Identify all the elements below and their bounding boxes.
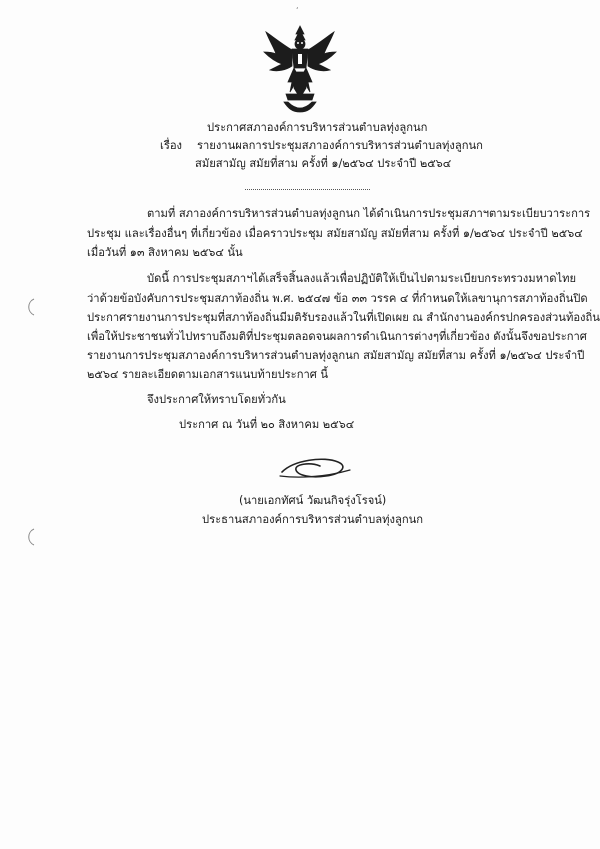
subject-text: รายงานผลการประชุมสภาองค์การบริหารส่วนตำบลทุ่งลูกนก [197,139,483,152]
paragraph-1-line: ประชุม และเรื่องอื่นๆ ที่เกี่ยวข้อง เมื่อคราวประชุม สมัยสามัญ สมัยที่สาม ครั้งที่ ๑/๒๕๖๔ ประจำปี ๒๕๖๔ [87,227,583,240]
binder-hole-mark [24,298,38,316]
handwritten-signature [276,452,356,482]
paragraph-2-line: เพื่อให้ประชาชนทั่วไปทราบถึงมติที่ประชุมตลอดจนผลการดำเนินการต่างๆที่เกี่ยวข้อง ดังนั้นจึงขอประกาศ [87,330,587,343]
paragraph-2-line: รายงานการประชุมสภาองค์การบริหารส่วนตำบลทุ่งลูกนก สมัยสามัญ สมัยที่สาม ครั้งที่ ๑/๒๕๖๔ ประจำปี [87,349,585,362]
subject-label: เรื่อง [160,139,183,152]
paragraph-2-line: บัดนี้ การประชุมสภาฯได้เสร็จสิ้นลงแล้วเพื่อปฏิบัติให้เป็นไปตามระเบียบกระทรวงมหาดไทย [147,272,577,285]
top-mark: ‘ [296,6,299,15]
announcement-title: ประกาศสภาองค์การบริหารส่วนตำบลทุ่งลูกนก [207,121,428,134]
paragraph-2-line: ประกาศรายงานการประชุมที่สภาท้องถิ่นมีมติรับรองแล้วในที่เปิดเผย ณ สำนักงานองค์กรปกครองส่วนท้องถิ่น [87,311,600,324]
paragraph-2-line: ว่าด้วยข้อบังคับการประชุมสภาท้องถิ่น พ.ศ. ๒๕๔๗ ข้อ ๓๓ วรรค ๔ ที่กำหนดให้เลขานุการสภาท้องถิ่นปิด [87,292,588,305]
announce-date: ประกาศ ณ วันที่ ๒๐ สิงหาคม ๒๕๖๔ [179,418,355,431]
session-info: สมัยสามัญ สมัยที่สาม ครั้งที่ ๑/๒๕๖๔ ประจำปี ๒๕๖๔ [195,157,452,170]
paragraph-2-line: ๒๕๖๔ รายละเอียดตามเอกสารแนบท้ายประกาศ นี้ [87,368,329,381]
signatory-position: ประธานสภาองค์การบริหารส่วนตำบลทุ่งลูกนก [202,513,424,526]
paragraph-1-line: ตามที่ สภาองค์การบริหารส่วนตำบลทุ่งลูกนก ได้ดำเนินการประชุมสภาฯตามระเบียบวาระการ [147,207,591,220]
signatory-name: (นายเอกทัศน์ วัฒนกิจรุ่งโรจน์) [239,494,387,507]
paragraph-1-line: เมื่อวันที่ ๑๓ สิงหาคม ๒๕๖๔ นั้น [87,246,243,259]
closing-line: จึงประกาศให้ทราบโดยทั่วกัน [147,393,286,406]
dotted-separator [245,189,370,190]
binder-hole-mark [24,528,38,546]
garuda-emblem [262,22,338,114]
